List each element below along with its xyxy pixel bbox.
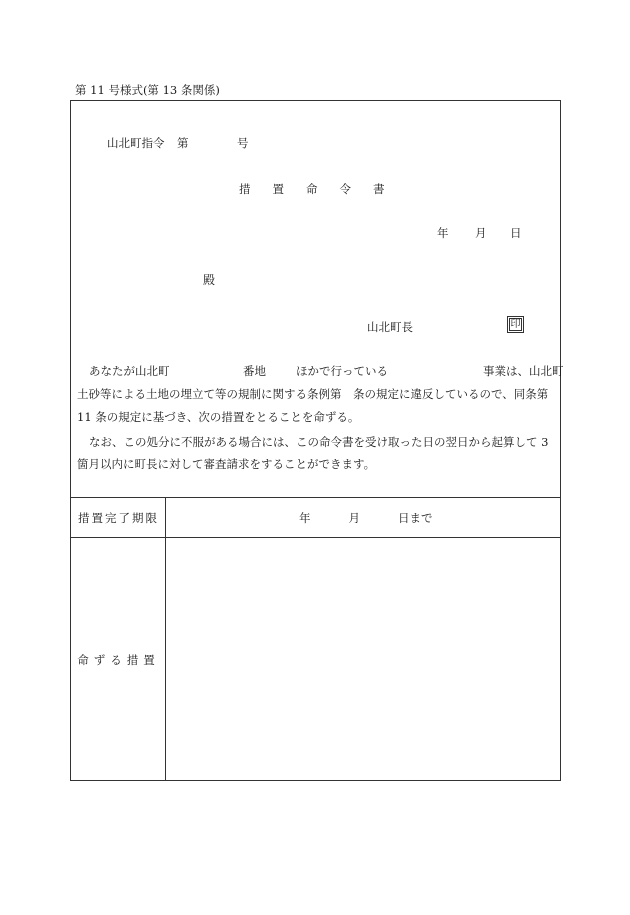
deadline-until: 日まで: [398, 511, 433, 525]
form-caption: 第 11 号様式(第 13 条関係): [75, 83, 220, 97]
deadline-value: [299, 510, 433, 526]
measures-label: 命ずる措置: [77, 653, 160, 667]
row-divider: [71, 497, 560, 498]
doc-number-prefix: 山北町指令: [107, 136, 165, 150]
date-month-label: 月: [475, 226, 487, 240]
title-char: 命: [306, 182, 318, 196]
seal-text: 印: [510, 319, 521, 330]
deadline-month: 月: [348, 511, 360, 525]
body-line-1b: 番地: [243, 364, 266, 378]
title-char: 令: [339, 182, 351, 196]
body-line-3: 11 条の規定に基づき、次の措置をとることを命ずる。: [77, 410, 360, 424]
deadline-label: 措置完了期限: [78, 511, 159, 525]
deadline-year: 年: [299, 511, 311, 525]
measures-content[interactable]: [167, 538, 560, 781]
column-divider: [165, 497, 166, 781]
doc-number-dai: 第: [177, 136, 189, 150]
body-line-5: 箇月以内に町長に対して審査請求をすることができます。: [77, 457, 376, 471]
seal-mark: [507, 316, 524, 333]
title-char: 置: [272, 182, 284, 196]
body-line-2: 土砂等による土地の埋立て等の規制に関する条例第 条の規定に違反しているので、同条第: [77, 387, 549, 401]
body-line-4: なお、この処分に不服がある場合には、この命令書を受け取った日の翌日から起算して 3: [89, 435, 549, 449]
document-title: [239, 181, 407, 197]
issuer-title: 山北町長: [367, 320, 413, 334]
order-form: [70, 100, 564, 781]
date-year-label: 年: [437, 226, 449, 240]
title-char: 措: [239, 182, 251, 196]
doc-number-go: 号: [237, 136, 249, 150]
addressee-honorific: 殿: [203, 273, 216, 287]
date-day-label: 日: [510, 226, 522, 240]
body-line-1a: あなたが山北町: [89, 364, 170, 378]
body-line-1d: 事業は、山北町: [483, 364, 564, 378]
body-line-1c: ほかで行っている: [296, 364, 388, 378]
title-char: 書: [373, 182, 385, 196]
